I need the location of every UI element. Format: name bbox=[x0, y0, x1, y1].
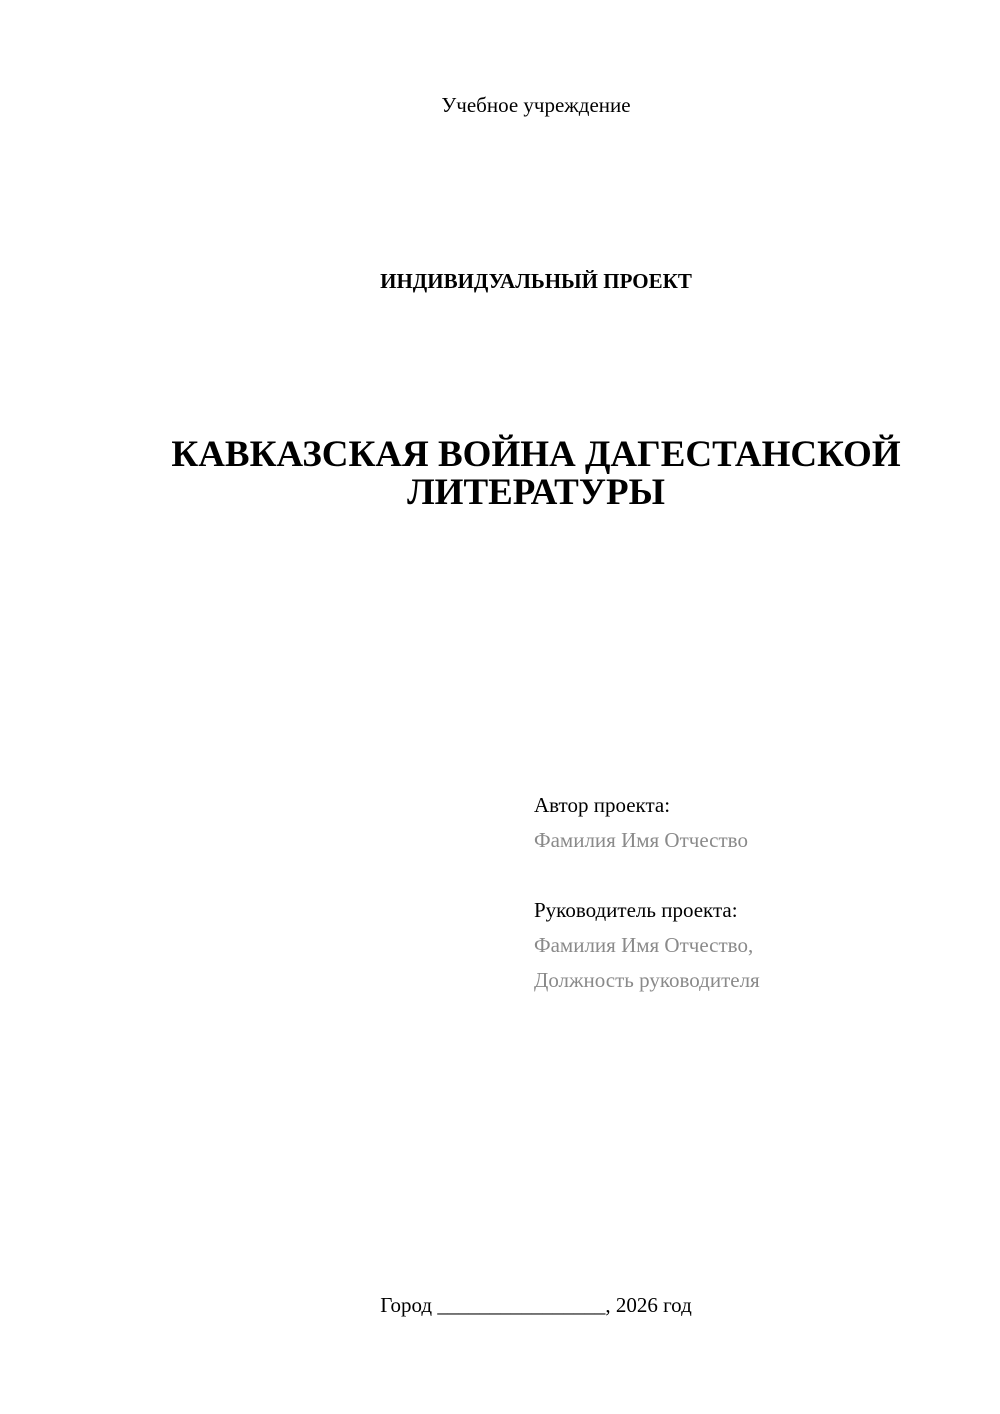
project-title-line-1: КАВКАЗСКАЯ ВОЙНА ДАГЕСТАНСКОЙ bbox=[171, 434, 901, 475]
project-type-heading: ИНДИВИДУАЛЬНЫЙ ПРОЕКТ bbox=[380, 269, 692, 293]
author-label: Автор проекта: bbox=[534, 793, 671, 817]
supervisor-name: Фамилия Имя Отчество, bbox=[534, 933, 754, 957]
project-title-line-2: ЛИТЕРАТУРЫ bbox=[407, 472, 665, 513]
spacer bbox=[534, 858, 974, 893]
institution-name: Учебное учреждение bbox=[441, 93, 631, 117]
city-year-footer: Город ________________, 2026 год bbox=[380, 1293, 692, 1317]
author-name: Фамилия Имя Отчество bbox=[534, 828, 748, 852]
project-title bbox=[0, 436, 1000, 512]
project-people-block bbox=[534, 788, 974, 998]
supervisor-label: Руководитель проекта: bbox=[534, 898, 738, 922]
supervisor-position: Должность руководителя bbox=[534, 968, 760, 992]
